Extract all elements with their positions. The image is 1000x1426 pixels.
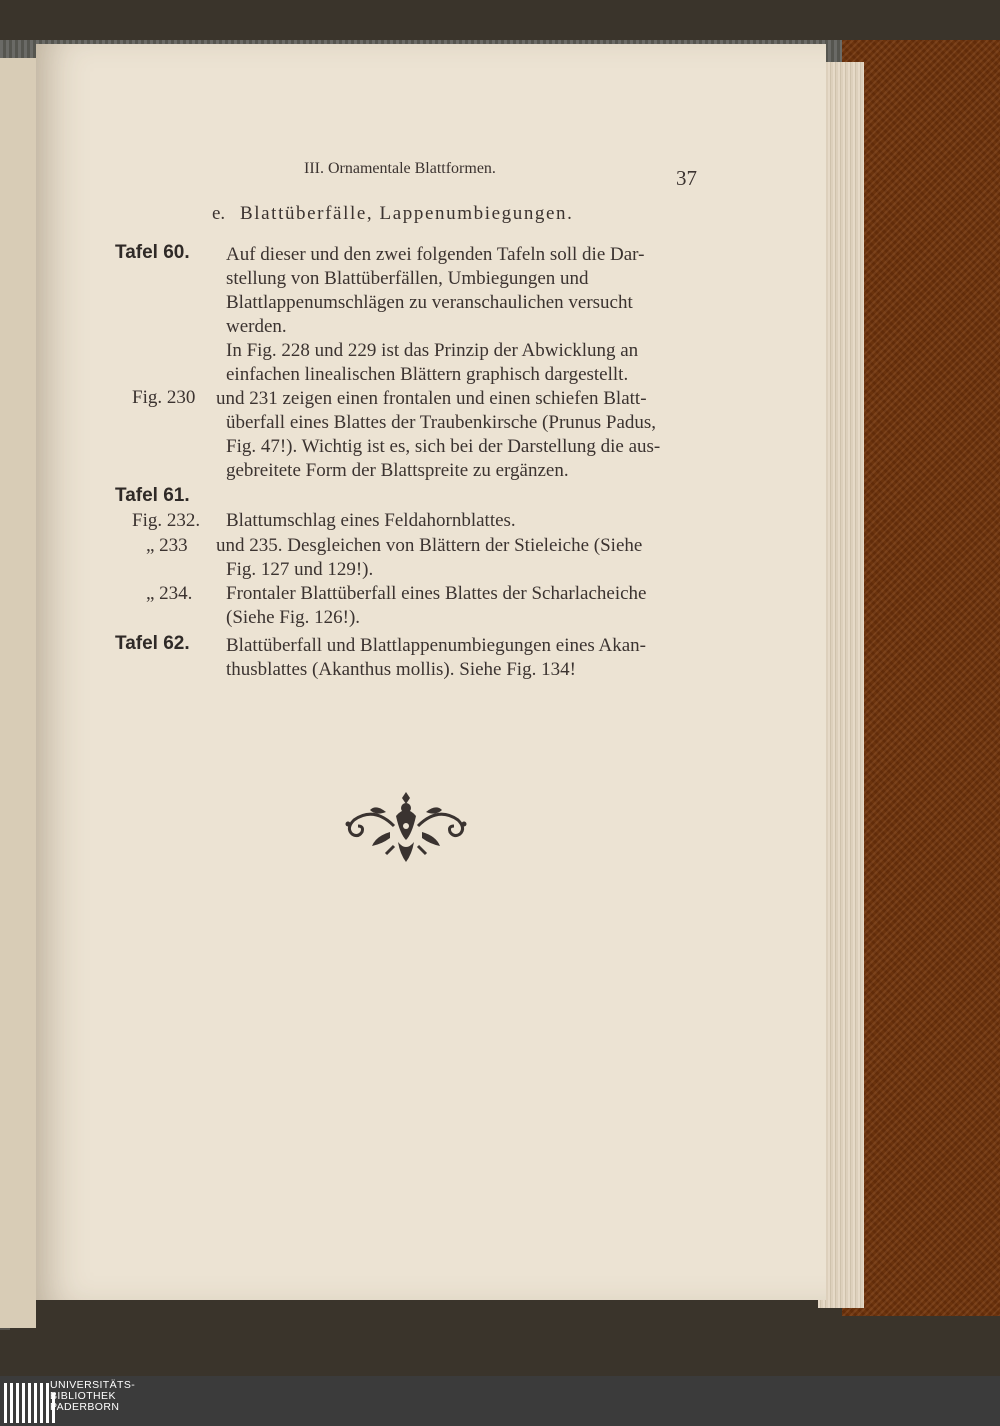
body-line: Fig. 127 und 129!). (226, 559, 374, 580)
running-title: III. Ornamentale Blattformen. (304, 160, 496, 177)
body-line: Blattumschlag eines Feldahornblattes. (226, 510, 516, 531)
body-line: In Fig. 228 und 229 ist das Prinzip der Abwicklung an (226, 340, 639, 361)
section-heading-prefix: e. (212, 203, 226, 224)
floral-vignette-icon (340, 786, 472, 870)
body-line: gebreitete Form der Blattspreite zu ergänzen. (226, 460, 569, 481)
library-name-line: PADERBORN (50, 1401, 120, 1413)
body-line: überfall eines Blattes der Traubenkirsche (Prunus Padus, (226, 412, 657, 433)
body-line: einfachen linealischen Blättern graphisch dargestellt. (226, 364, 629, 385)
body-line: und 231 zeigen einen frontalen und einen schiefen Blatt- (216, 388, 647, 409)
body-line: Blattlappenumschlägen zu veranschaulichen versucht (226, 292, 633, 313)
body-line: stellung von Blattüberfällen, Umbiegungen und (226, 268, 589, 289)
page-number: 37 (676, 166, 697, 190)
body-line: Auf dieser und den zwei folgenden Tafeln soll die Dar- (226, 244, 645, 265)
body-line: (Siehe Fig. 126!). (226, 607, 361, 628)
margin-label-tafel-62: Tafel 62. (115, 633, 190, 654)
library-name-line: UNIVERSITÄTS- (50, 1379, 136, 1391)
library-name-line: BIBLIOTHEK (50, 1390, 116, 1402)
margin-label-ditto-233: „ 233 (146, 535, 188, 556)
margin-label-ditto-234: „ 234. (146, 583, 193, 604)
body-line: und 235. Desgleichen von Blättern der Stieleiche (Siehe (216, 535, 643, 556)
book-cover-right (842, 40, 1000, 1316)
body-line: Frontaler Blattüberfall eines Blattes der Scharlacheiche (226, 583, 647, 604)
left-page-sliver (0, 58, 36, 1328)
library-logo-icon (4, 1379, 55, 1423)
body-line: thusblattes (Akanthus mollis). Siehe Fig. 134! (226, 659, 576, 680)
margin-label-tafel-61: Tafel 61. (115, 485, 190, 506)
margin-label-tafel-60: Tafel 60. (115, 242, 190, 263)
section-heading: Blattüberfälle, Lappenumbiegungen. (240, 203, 574, 224)
margin-label-fig-232: Fig. 232. (132, 510, 201, 531)
body-line: werden. (226, 316, 287, 337)
body-line: Fig. 47!). Wichtig ist es, sich bei der Darstellung die aus- (226, 436, 661, 457)
body-line: Blattüberfall und Blattlappenumbiegungen eines Akan- (226, 635, 647, 656)
footer-bar (0, 1376, 1000, 1426)
margin-label-fig-230: Fig. 230 (132, 387, 196, 408)
